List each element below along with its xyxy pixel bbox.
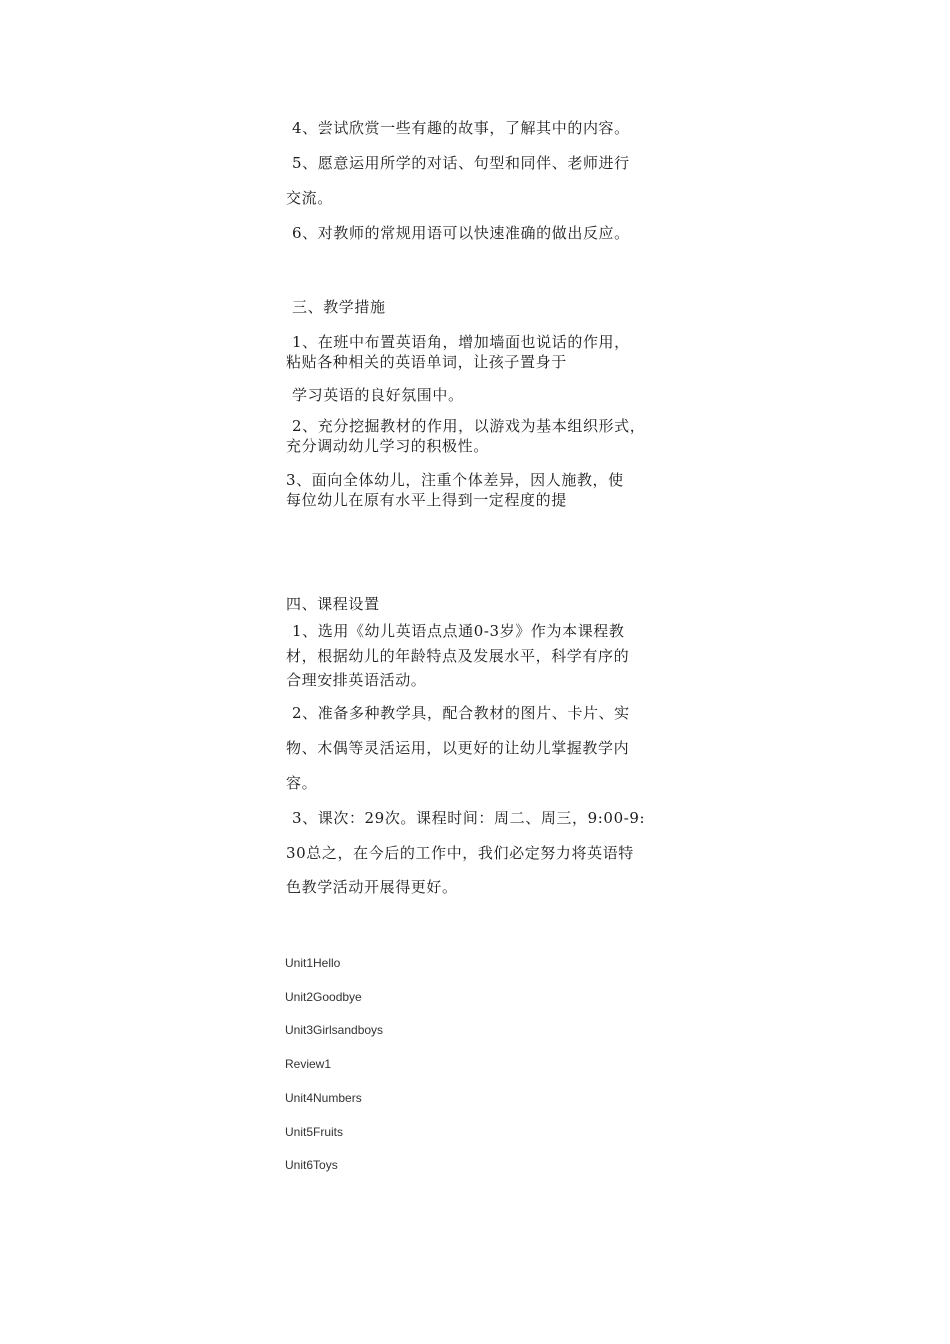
unit-list-item: Unit5Fruits [285, 1125, 344, 1139]
unit-list-item: Unit3Girlsandboys [285, 1023, 384, 1037]
unit-list-item: Unit6Toys [285, 1158, 338, 1172]
goal-item-6: 6、对教师的常规用语可以快速准确的做出反应。 [292, 224, 630, 242]
curriculum-item-2-line2: 物、木偶等灵活运用，以更好的让幼儿掌握教学内 [286, 739, 630, 757]
measure-item-1-line3: 学习英语的良好氛围中。 [292, 386, 464, 404]
curriculum-item-3-line1: 3、课次：29次。课程时间：周二、周三，9:00-9: [292, 809, 646, 827]
measure-item-1-line2: 粘贴各种相关的英语单词，让孩子置身于 [286, 353, 567, 371]
measure-item-3-line1: 3、面向全体幼儿，注重个体差异，因人施教，使 [286, 471, 624, 489]
curriculum-item-2-line1: 2、准备多种教学具，配合教材的图片、卡片、实 [292, 704, 630, 722]
goal-item-5-line2: 交流。 [286, 189, 333, 207]
curriculum-item-1-line3: 合理安排英语活动。 [286, 671, 427, 689]
unit-list-item: Unit2Goodbye [285, 990, 362, 1004]
measure-item-2-line1: 2、充分挖掘教材的作用，以游戏为基本组织形式， [292, 417, 646, 435]
goal-item-5-line1: 5、愿意运用所学的对话、句型和同伴、老师进行 [292, 154, 630, 172]
measure-item-3-line2: 每位幼儿在原有水平上得到一定程度的提 [286, 491, 567, 509]
section-heading-measures: 三、教学措施 [292, 298, 386, 316]
curriculum-item-1-line1: 1、选用《幼儿英语点点通0-3岁》作为本课程教 [292, 622, 625, 640]
unit-list-item: Unit1Hello [285, 956, 341, 970]
curriculum-item-2-line3: 容。 [286, 774, 318, 792]
curriculum-item-3-line3: 色教学活动开展得更好。 [286, 878, 458, 896]
curriculum-item-3-line2: 30总之，在今后的工作中，我们必定努力将英语特 [286, 844, 634, 862]
measure-item-1-line1: 1、在班中布置英语角，增加墙面也说话的作用， [292, 333, 630, 351]
unit-list-item: Review1 [285, 1057, 332, 1071]
section-heading-curriculum: 四、课程设置 [286, 595, 380, 613]
unit-list-item: Unit4Numbers [285, 1091, 362, 1105]
curriculum-item-1-line2: 材，根据幼儿的年龄特点及发展水平，科学有序的 [286, 647, 630, 665]
measure-item-2-line2: 充分调动幼儿学习的积极性。 [286, 437, 489, 455]
goal-item-4: 4、尝试欣赏一些有趣的故事，了解其中的内容。 [292, 119, 630, 137]
